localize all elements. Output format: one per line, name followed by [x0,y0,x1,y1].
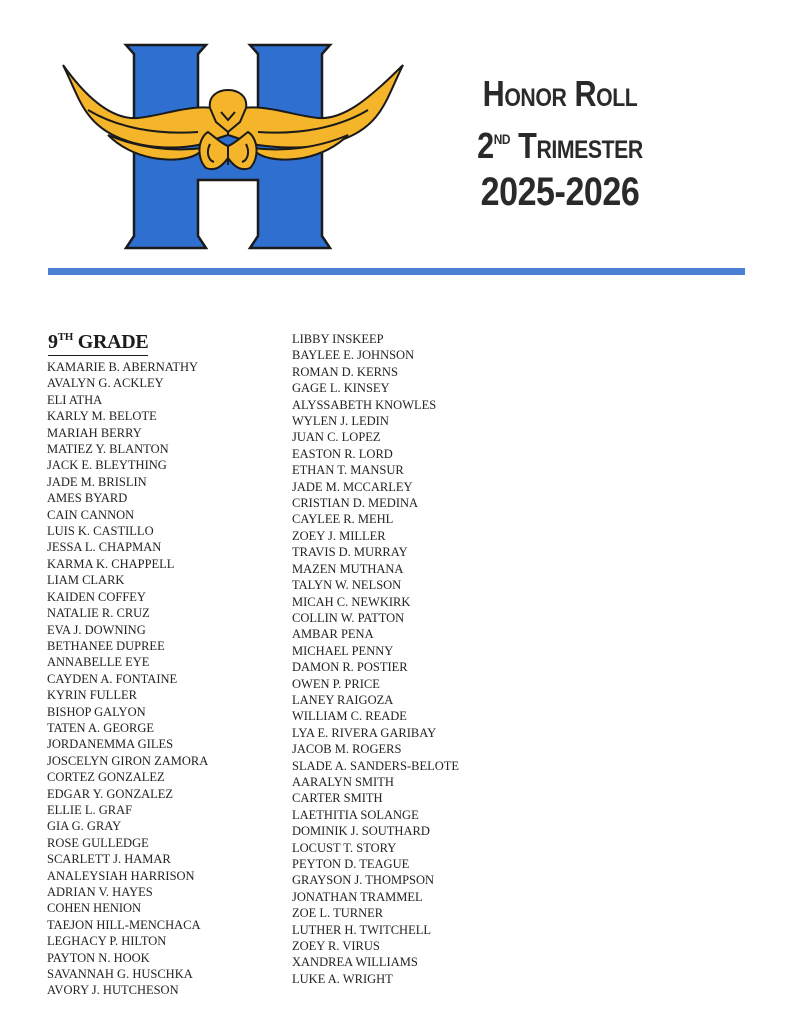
student-name: KARMA K. CHAPPELL [47,556,175,571]
student-name: NATALIE R. CRUZ [47,606,150,621]
student-name: ROMAN D. KERNS [292,364,398,379]
student-name: MICAH C. NEWKIRK [292,594,411,609]
student-name: SLADE A. SANDERS-BELOTE [292,758,460,773]
student-name: ADRIAN V. HAYES [47,885,153,899]
student-name: BETHANEE DUPREE [47,638,165,653]
student-name: PAYTON N. HOOK [47,950,150,965]
student-name: KARLY M. BELOTE [47,409,157,424]
student-name: JADE M. BRISLIN [47,474,147,489]
student-name: AVORY J. HUTCHESON [47,983,179,998]
title-trimester [433,116,688,168]
student-name: JUAN C. LOPEZ [292,430,381,445]
student-name: JONATHAN TRAMMEL [292,889,423,904]
student-name: LAETHITIA SOLANGE [292,807,419,822]
grade-word: GRADE [77,331,149,353]
student-name: KAMARIE B. ABERNATHY [47,360,199,374]
student-name: TALYN W. NELSON [292,578,402,593]
eagle-h-logo-icon [58,40,408,255]
trimester-word: Trimester [518,125,643,166]
student-name: JOSCELYN GIRON ZAMORA [47,753,209,768]
student-name: TAEJON HILL-MENCHACA [47,917,201,932]
student-name: EVA J. DOWNING [47,622,146,637]
student-name: JACK E. BLEYTHING [47,458,167,473]
student-name: ELI ATHA [47,392,103,407]
student-name: CARTER SMITH [292,791,383,806]
student-name: PEYTON D. TEAGUE [292,857,410,871]
student-name: KYRIN FULLER [47,688,137,703]
student-name: COHEN HENION [47,901,142,916]
student-name: CAYLEE R. MEHL [292,512,394,527]
student-name: CRISTIAN D. MEDINA [292,496,419,511]
student-name: LUIS K. CASTILLO [47,524,154,539]
header-divider [48,268,745,275]
student-name: JESSA L. CHAPMAN [47,540,162,555]
student-name: LIBBY INSKEEP [292,332,384,346]
student-name: JADE M. MCCARLEY [292,479,413,494]
student-name: GIA G. GRAY [47,819,122,834]
student-name: CORTEZ GONZALEZ [47,770,165,785]
student-name: GAGE L. KINSEY [292,381,390,396]
student-name: SAVANNAH G. HUSCHKA [47,967,193,982]
grade-heading [48,325,148,356]
student-name: EDGAR Y. GONZALEZ [47,786,174,801]
student-name: MARIAH BERRY [47,425,142,440]
student-name: LEGHACY P. HILTON [47,934,167,949]
student-name: MAZEN MUTHANA [292,561,404,576]
student-name: ETHAN T. MANSUR [292,463,404,478]
student-name: AMES BYARD [47,491,128,506]
student-name: ROSE GULLEDGE [47,835,149,850]
student-name: OWEN P. PRICE [292,676,380,691]
trimester-suffix: nd [493,127,511,149]
student-name: ANALEYSIAH HARRISON [47,868,195,883]
student-name: ANNABELLE EYE [47,655,150,670]
title-school-year: 2025-2026 [480,170,640,214]
student-name: CAIN CANNON [47,507,135,522]
title-honor-roll: Honor Roll [482,73,638,114]
student-name: TATEN A. GEORGE [47,720,154,735]
student-name: TRAVIS D. MURRAY [292,545,408,560]
student-name: AVALYN G. ACKLEY [47,376,164,391]
grade-number: 9 [48,331,58,353]
student-name: LUKE A. WRIGHT [292,971,393,986]
student-name: XANDREA WILLIAMS [292,955,418,970]
student-name: DAMON R. POSTIER [292,660,408,675]
student-name: MICHAEL PENNY [292,643,394,658]
student-name: ELLIE L. GRAF [47,802,133,817]
student-name: SCARLETT J. HAMAR [47,852,171,867]
name-list-column-2 [292,331,459,987]
grade-suffix: TH [57,331,73,343]
student-name: KAIDEN COFFEY [47,589,146,604]
student-name: ZOE L. TURNER [292,906,384,921]
student-name: LANEY RAIGOZA [292,692,394,707]
trimester-number: 2 [477,125,494,166]
student-name: AMBAR PENA [292,627,374,642]
student-name: LYA E. RIVERA GARIBAY [292,725,437,740]
student-name: ZOEY R. VIRUS [292,939,380,954]
student-name: WILLIAM C. READE [292,709,407,724]
student-name: AARALYN SMITH [292,774,394,789]
student-name: BAYLEE E. JOHNSON [292,348,415,363]
student-name: GRAYSON J. THOMPSON [292,873,435,888]
student-name: COLLIN W. PATTON [292,610,405,625]
student-name: LUTHER H. TWITCHELL [292,922,431,937]
title-block [410,72,710,216]
name-list-column-1 [47,359,208,999]
student-name: ZOEY J. MILLER [292,528,386,543]
student-name: JORDANEMMA GILES [47,737,174,752]
student-name: LOCUST T. STORY [292,840,397,855]
student-name: WYLEN J. LEDIN [292,414,389,429]
student-name: DOMINIK J. SOUTHARD [292,824,430,839]
student-name: MATIEZ Y. BLANTON [47,442,169,457]
student-name: CAYDEN A. FONTAINE [47,671,178,686]
student-name: BISHOP GALYON [47,704,146,719]
student-name: ALYSSABETH KNOWLES [292,397,437,412]
student-name: JACOB M. ROGERS [292,742,402,757]
student-name: EASTON R. LORD [292,446,393,461]
student-name: LIAM CLARK [47,573,125,588]
